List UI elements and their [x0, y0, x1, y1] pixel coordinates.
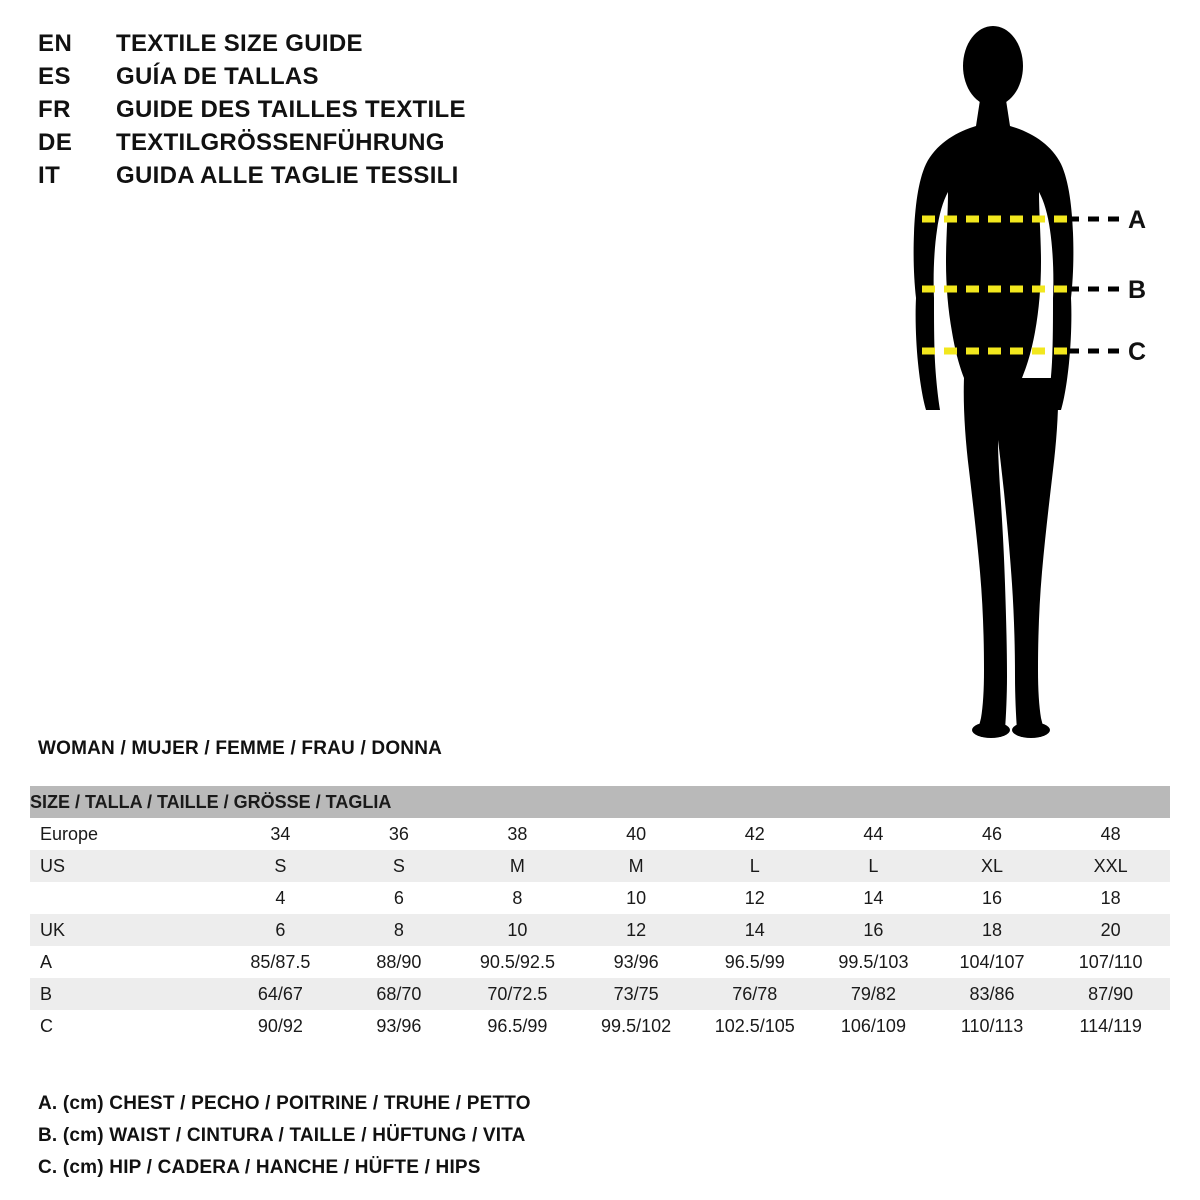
cell-us-3: M	[509, 855, 525, 876]
cell-usnum-6: 14	[863, 887, 884, 908]
cell-a-2: 88/90	[376, 951, 422, 972]
language-title-de: TEXTILGRÖSSENFÜHRUNG	[116, 129, 445, 156]
table-row	[30, 882, 1170, 914]
cell-uk-4: 12	[626, 919, 647, 940]
table-header-row	[30, 786, 1170, 818]
cell-usnum-7: 16	[982, 887, 1003, 908]
cell-b-6: 79/82	[850, 983, 896, 1004]
cell-us-2: S	[392, 855, 405, 876]
footnote-b: B. (cm) WAIST / CINTURA / TAILLE / HÜFTUNG / VITA	[38, 1125, 526, 1146]
cell-europe-7: 46	[982, 823, 1003, 844]
cell-europe-1: 34	[270, 823, 291, 844]
table-header-label: SIZE / TALLA / TAILLE / GRÖSSE / TAGLIA	[30, 791, 392, 812]
cell-uk-1: 6	[275, 919, 286, 940]
language-title-en: TEXTILE SIZE GUIDE	[116, 30, 363, 57]
cell-a-1: 85/87.5	[250, 951, 311, 972]
language-code-de: DE	[38, 129, 73, 156]
cell-europe-3: 38	[507, 823, 528, 844]
silhouette-shape	[914, 26, 1074, 738]
cell-us-8: XXL	[1093, 855, 1128, 876]
language-row-en	[38, 30, 558, 63]
cell-a-7: 104/107	[959, 951, 1025, 972]
cell-b-3: 70/72.5	[487, 983, 548, 1004]
cell-a-5: 96.5/99	[724, 951, 785, 972]
cell-usnum-3: 8	[512, 887, 523, 908]
row-label-uk: UK	[40, 919, 66, 940]
marker-label-a: A	[1128, 206, 1147, 234]
language-code-es: ES	[38, 63, 72, 90]
cell-us-6: L	[868, 855, 879, 876]
cell-b-8: 87/90	[1088, 983, 1134, 1004]
cell-us-4: M	[628, 855, 644, 876]
cell-europe-8: 48	[1100, 823, 1121, 844]
row-label-us-numeric	[30, 882, 221, 914]
language-title-fr: GUIDE DES TAILLES TEXTILE	[116, 96, 466, 123]
marker-label-b: B	[1128, 276, 1147, 304]
language-row-de	[38, 129, 558, 162]
cell-us-5: L	[749, 855, 760, 876]
cell-b-5: 76/78	[732, 983, 778, 1004]
language-title-block	[38, 30, 558, 195]
cell-europe-6: 44	[863, 823, 884, 844]
cell-uk-3: 10	[507, 919, 528, 940]
row-label-us: US	[40, 855, 66, 876]
cell-uk-2: 8	[393, 919, 404, 940]
table-row	[30, 946, 1170, 978]
cell-europe-4: 40	[626, 823, 647, 844]
female-silhouette-figure	[860, 18, 1190, 738]
cell-usnum-4: 10	[626, 887, 647, 908]
marker-label-c: C	[1128, 338, 1147, 366]
cell-us-1: S	[274, 855, 287, 876]
cell-us-7: XL	[981, 855, 1004, 876]
cell-c-3: 96.5/99	[487, 1015, 548, 1036]
language-code-en: EN	[38, 30, 73, 57]
cell-c-8: 114/119	[1079, 1015, 1142, 1036]
cell-b-1: 64/67	[257, 983, 303, 1004]
cell-c-6: 106/109	[840, 1015, 906, 1036]
table-row	[30, 978, 1170, 1010]
cell-a-8: 107/110	[1078, 951, 1143, 972]
cell-europe-2: 36	[388, 823, 409, 844]
cell-uk-5: 14	[744, 919, 765, 940]
cell-a-4: 93/96	[613, 951, 659, 972]
language-title-it: GUIDA ALLE TAGLIE TESSILI	[116, 162, 459, 189]
cell-c-7: 110/113	[960, 1015, 1024, 1036]
cell-uk-7: 18	[982, 919, 1003, 940]
cell-europe-5: 42	[744, 823, 765, 844]
measurement-legend	[38, 1088, 531, 1184]
table-row	[30, 914, 1170, 946]
language-code-it: IT	[38, 162, 61, 189]
footnote-c: C. (cm) HIP / CADERA / HANCHE / HÜFTE / HIPS	[38, 1157, 481, 1178]
row-label-europe: Europe	[40, 823, 99, 844]
table-row	[30, 850, 1170, 882]
language-row-es	[38, 63, 558, 96]
cell-a-6: 99.5/103	[838, 951, 909, 972]
footnote-a: A. (cm) CHEST / PECHO / POITRINE / TRUHE / PETTO	[38, 1093, 531, 1114]
cell-usnum-8: 18	[1100, 887, 1121, 908]
cell-usnum-1: 4	[275, 887, 286, 908]
cell-c-4: 99.5/102	[601, 1015, 672, 1036]
cell-c-5: 102.5/105	[714, 1015, 795, 1036]
language-code-fr: FR	[38, 96, 71, 123]
cell-uk-6: 16	[863, 919, 884, 940]
cell-b-7: 83/86	[969, 983, 1015, 1004]
row-label-c: C	[40, 1015, 53, 1036]
table-row	[30, 818, 1170, 850]
row-label-a: A	[40, 951, 53, 972]
language-row-fr	[38, 96, 558, 129]
size-table	[30, 786, 1170, 1042]
table-row	[30, 1010, 1170, 1042]
silhouette-svg	[860, 18, 1190, 738]
cell-c-1: 90/92	[257, 1015, 303, 1036]
cell-b-4: 73/75	[613, 983, 659, 1004]
cell-uk-8: 20	[1100, 919, 1121, 940]
cell-usnum-5: 12	[744, 887, 765, 908]
cell-usnum-2: 6	[393, 887, 404, 908]
cell-c-2: 93/96	[376, 1015, 422, 1036]
language-row-it	[38, 162, 558, 195]
section-caption-woman: WOMAN / MUJER / FEMME / FRAU / DONNA	[38, 738, 443, 759]
language-title-es: GUÍA DE TALLAS	[116, 63, 319, 90]
cell-a-3: 90.5/92.5	[479, 951, 555, 972]
cell-b-2: 68/70	[376, 983, 422, 1004]
row-label-b: B	[40, 983, 53, 1004]
